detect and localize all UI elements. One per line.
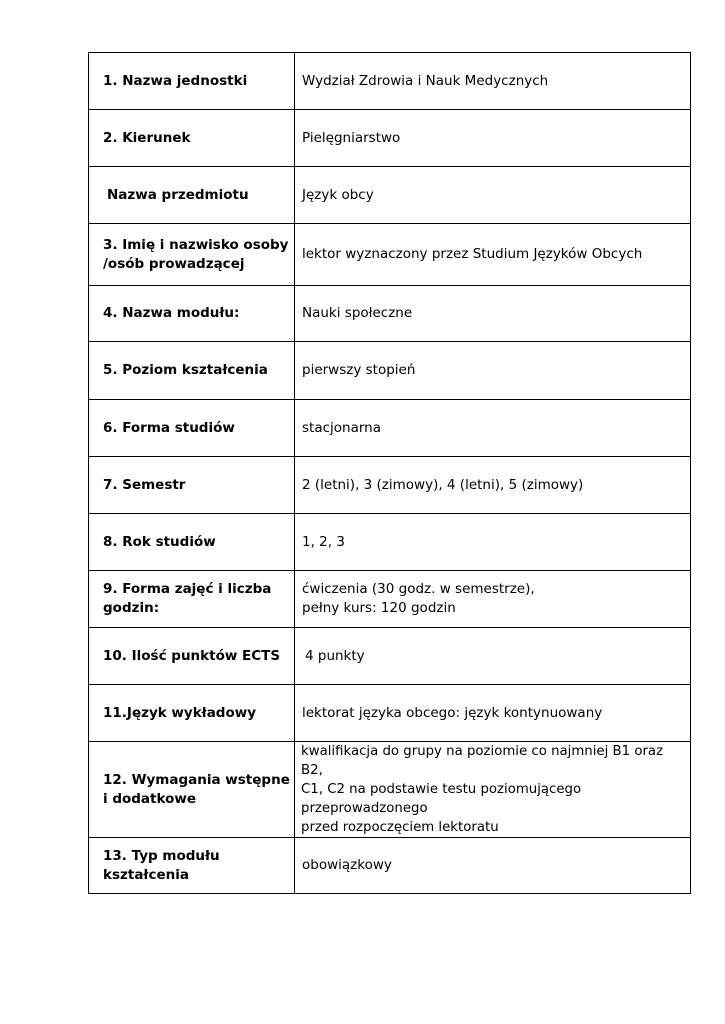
row-label: 9. Forma zajęć i liczba godzin: xyxy=(89,571,295,628)
course-info-table xyxy=(88,52,691,894)
row-value xyxy=(295,342,691,400)
value-line: Wydział Zdrowia i Nauk Medycznych xyxy=(302,72,549,89)
row-label: 10. Ilość punktów ECTS xyxy=(89,628,295,685)
row-value xyxy=(295,224,691,286)
row-label: 6. Forma studiów xyxy=(89,400,295,457)
value-line: 2 (letni), 3 (zimowy), 4 (letni), 5 (zimowy) xyxy=(302,476,584,493)
value-line: C1, C2 na podstawie testu poziomującego przeprowadzonego xyxy=(301,782,582,816)
value-line: kwalifikacja do grupy na poziomie co najmniej B1 oraz B2, xyxy=(301,744,664,778)
table-row-ects xyxy=(89,628,691,685)
table-row-class-form xyxy=(89,571,691,628)
value-line: lektor wyznaczony przez Studium Języków Obcych xyxy=(302,246,643,262)
row-label: 3. Imię i nazwisko osoby /osób prowadzącej xyxy=(89,224,295,286)
row-value xyxy=(295,514,691,571)
row-label: 1. Nazwa jednostki xyxy=(89,53,295,110)
row-label: 4. Nazwa modułu: xyxy=(89,286,295,342)
row-value xyxy=(295,400,691,457)
table-row-semester xyxy=(89,457,691,514)
table-row-field-of-study xyxy=(89,110,691,167)
row-label: Nazwa przedmiotu xyxy=(89,167,295,224)
row-value xyxy=(295,742,691,838)
value-line: Pielęgniarstwo xyxy=(302,129,401,146)
row-value xyxy=(295,167,691,224)
row-label: 12. Wymagania wstępne i dodatkowe xyxy=(89,742,295,838)
row-label: 5. Poziom kształcenia xyxy=(89,342,295,400)
row-value xyxy=(295,53,691,110)
value-line: Język obcy xyxy=(302,186,374,203)
row-value xyxy=(295,685,691,742)
value-line: ćwiczenia (30 godz. w semestrze), xyxy=(302,581,535,597)
value-line: obowiązkowy xyxy=(302,857,392,873)
row-value xyxy=(295,457,691,514)
row-value xyxy=(295,628,691,685)
table-row-year xyxy=(89,514,691,571)
table-row-subject-name xyxy=(89,167,691,224)
table-row-study-form xyxy=(89,400,691,457)
value-line: 1, 2, 3 xyxy=(302,533,345,550)
value-line: lektorat języka obcego: język kontynuowany xyxy=(302,704,603,721)
row-value xyxy=(295,110,691,167)
row-value xyxy=(295,838,691,894)
row-value xyxy=(295,286,691,342)
table-row-unit xyxy=(89,53,691,110)
table-row-requirements xyxy=(89,742,691,838)
value-line: 4 punkty xyxy=(305,647,365,664)
table-row-education-level xyxy=(89,342,691,400)
value-line: przed rozpoczęciem lektoratu xyxy=(301,820,499,835)
row-label: 11.Język wykładowy xyxy=(89,685,295,742)
value-line: stacjonarna xyxy=(302,419,382,436)
value-line: pełny kurs: 120 godzin xyxy=(302,600,456,616)
table-row-module-name xyxy=(89,286,691,342)
row-label: 8. Rok studiów xyxy=(89,514,295,571)
table-row-language xyxy=(89,685,691,742)
row-label: 13. Typ modułu kształcenia xyxy=(89,838,295,894)
table-row-module-type xyxy=(89,838,691,894)
row-label: 7. Semestr xyxy=(89,457,295,514)
row-label: 2. Kierunek xyxy=(89,110,295,167)
value-line: pierwszy stopień xyxy=(302,362,416,378)
row-value xyxy=(295,571,691,628)
value-line: Nauki społeczne xyxy=(302,305,413,321)
table-row-instructor xyxy=(89,224,691,286)
